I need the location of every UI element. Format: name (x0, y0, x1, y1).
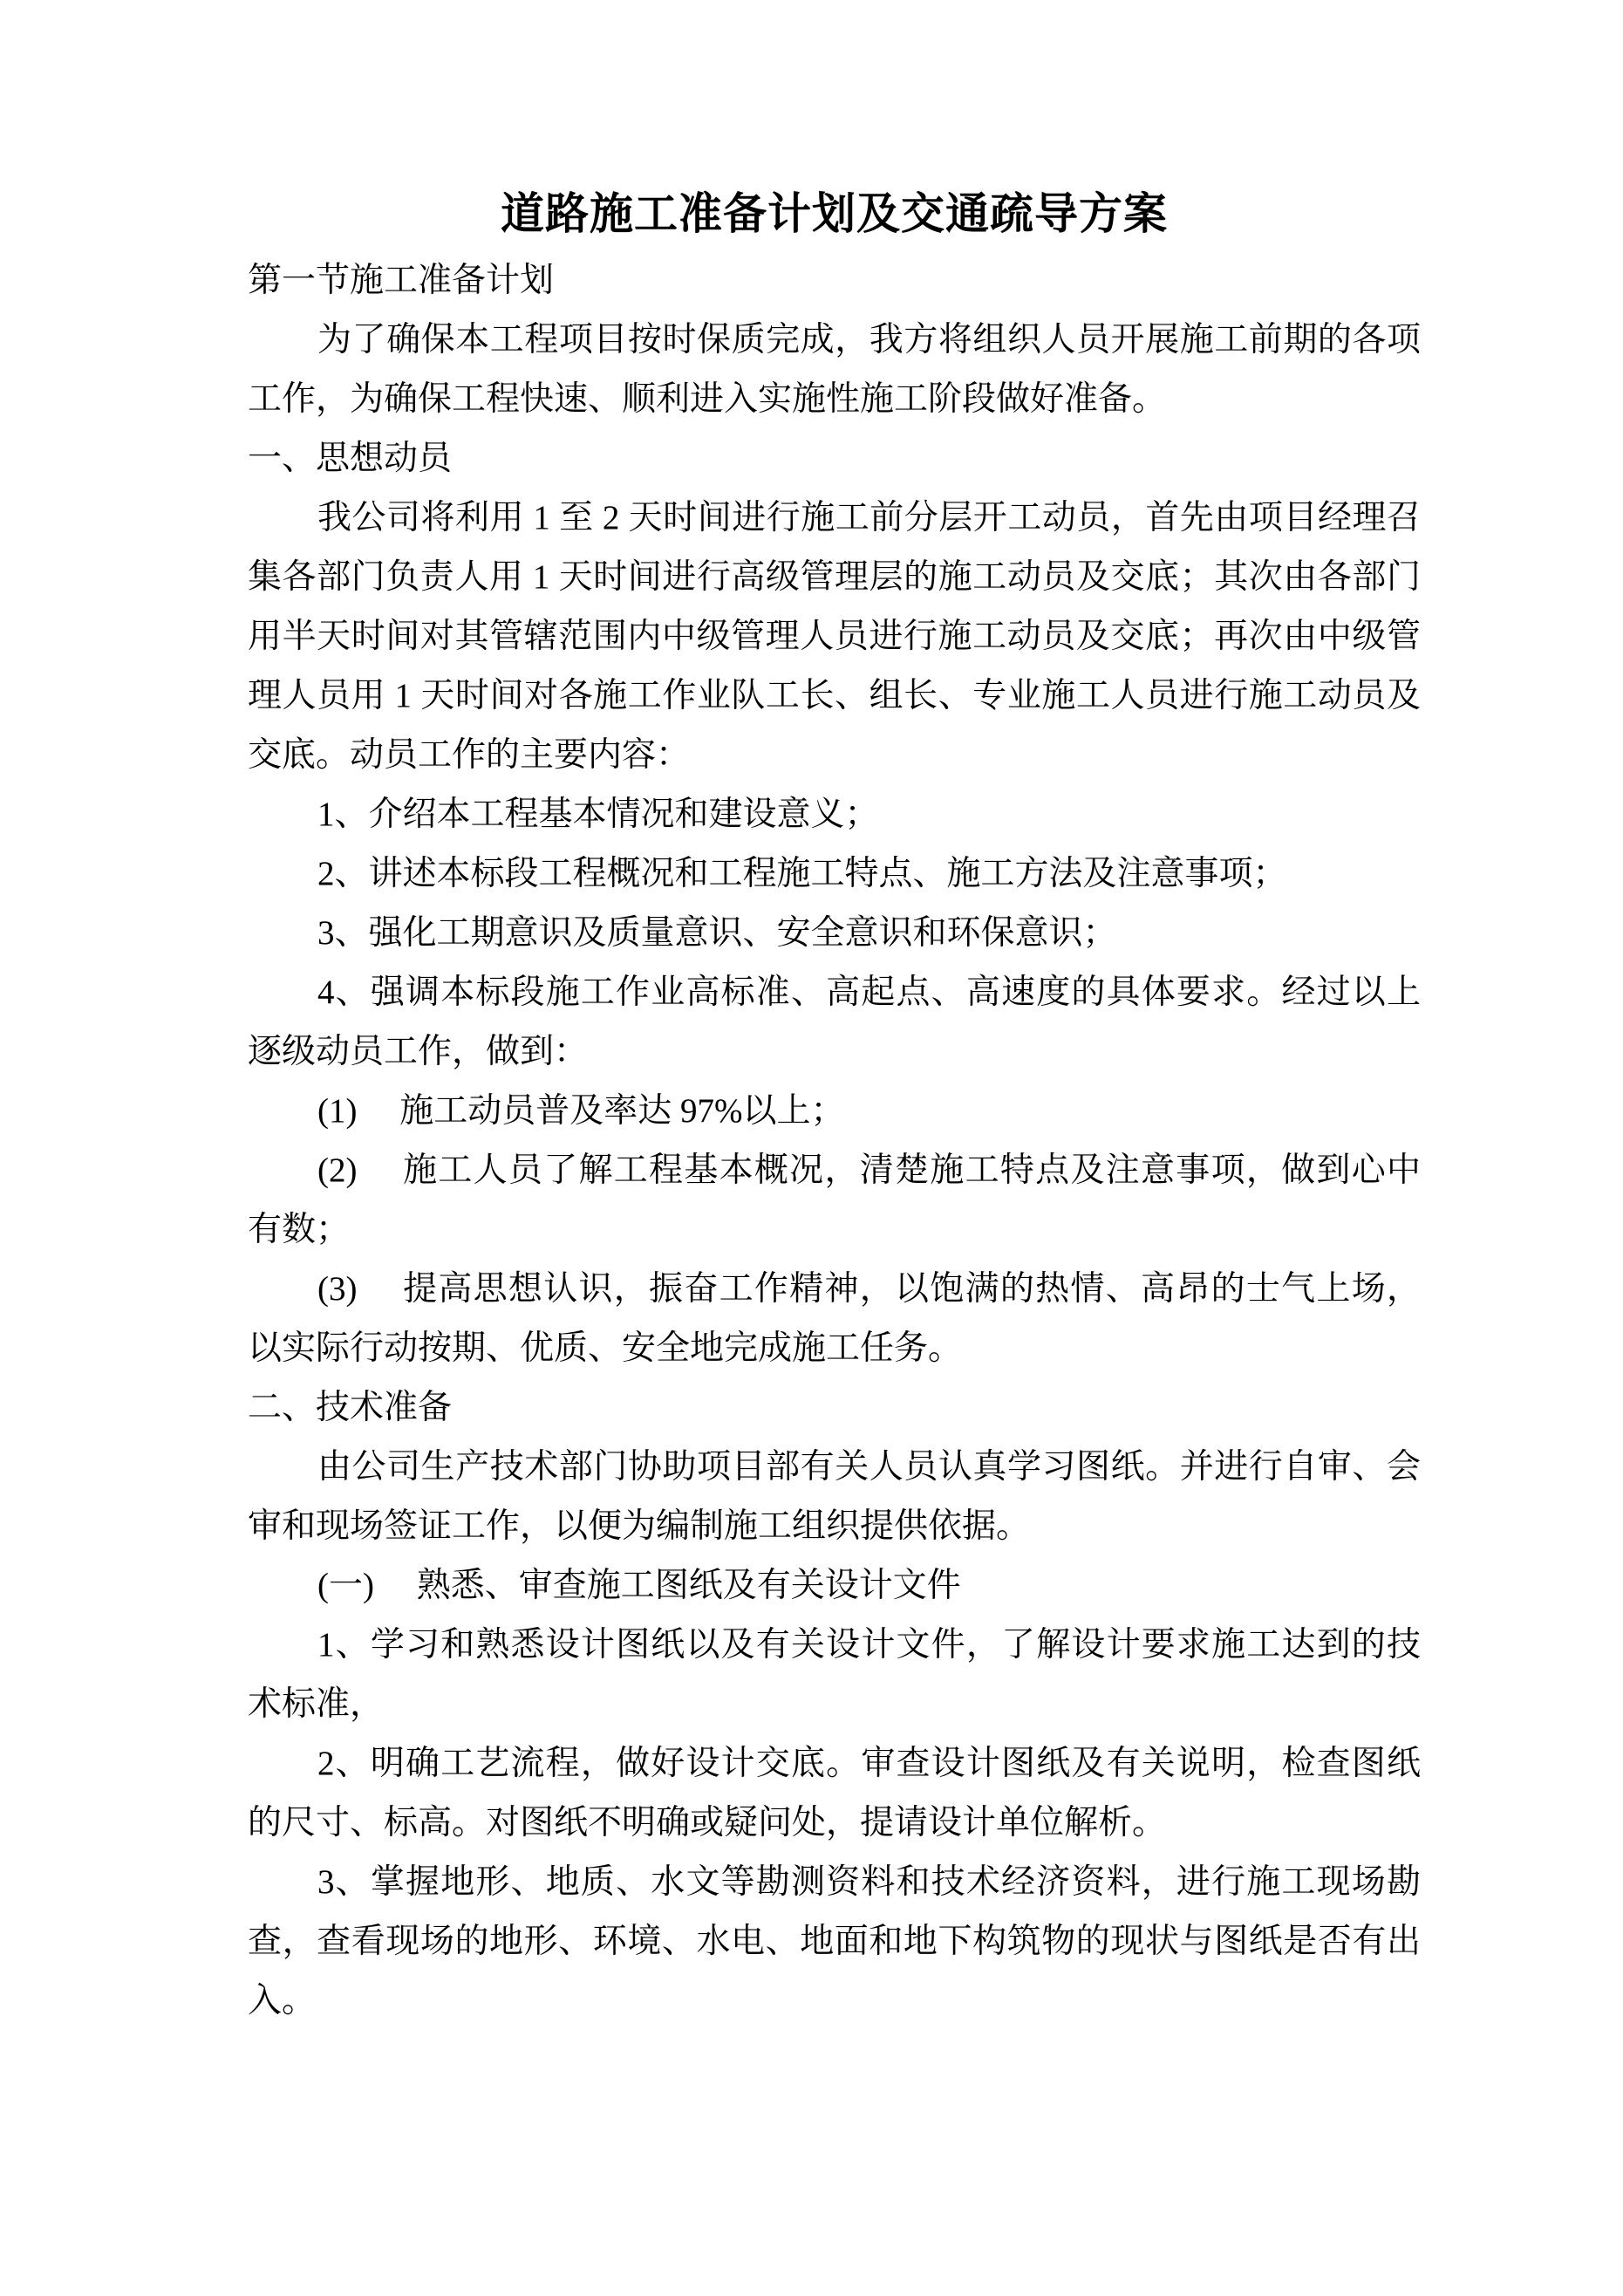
text-line: 有数； (248, 1211, 351, 1248)
text-line: 交底。动员工作的主要内容： (248, 736, 691, 774)
text-line: 的尺寸、标高。对图纸不明确或疑问处，提请设计单位解析。 (248, 1804, 1167, 1842)
text-line: (1) 施工动员普及率达 97%以上； (317, 1092, 845, 1130)
text-line: 1、介绍本工程基本情况和建设意义； (317, 796, 879, 833)
text-line: (2) 施工人员了解工程基本概况，清楚施工特点及注意事项，做到心中 (317, 1151, 1421, 1189)
text-line: (3) 提高思想认识，振奋工作精神，以饱满的热情、高昂的士气上场， (317, 1270, 1421, 1308)
text-line: 3、强化工期意识及质量意识、安全意识和环保意识； (317, 914, 1117, 952)
text-line: 入。 (248, 1982, 317, 2019)
text-line: 审和现场签证工作，以便为编制施工组织提供依据。 (248, 1507, 1031, 1545)
text-line: 以实际行动按期、优质、安全地完成施工任务。 (248, 1329, 963, 1367)
text-line: 第一节施工准备计划 (248, 262, 555, 299)
text-line: (一) 熟悉、审查施工图纸及有关设计文件 (317, 1567, 961, 1604)
text-line: 4、强调本标段施工作业高标准、高起点、高速度的具体要求。经过以上 (317, 974, 1421, 1011)
text-line: 1、学习和熟悉设计图纸以及有关设计文件，了解设计要求施工达到的技 (317, 1626, 1421, 1664)
text-line: 术标准， (248, 1685, 385, 1723)
text-line: 一、思想动员 (248, 440, 453, 477)
text-line: 逐级动员工作，做到： (248, 1033, 589, 1070)
text-line: 二、技术准备 (248, 1389, 453, 1426)
text-line: 由公司生产技术部门协助项目部有关人员认真学习图纸。并进行自审、会 (317, 1448, 1421, 1486)
document-content (248, 181, 1421, 2031)
text-line: 3、掌握地形、地质、水文等勘测资料和技术经济资料，进行施工现场勘 (317, 1863, 1421, 1901)
text-line: 集各部门负责人用 1 天时间进行高级管理层的施工动员及交底；其次由各部门 (248, 558, 1421, 596)
text-line: 工作，为确保工程快速、顺利进入实施性施工阶段做好准备。 (248, 380, 1167, 418)
text-line: 理人员用 1 天时间对各施工作业队工长、组长、专业施工人员进行施工动员及 (248, 677, 1421, 714)
text-line: 我公司将利用 1 至 2 天时间进行施工前分层开工动员，首先由项目经理召 (317, 499, 1421, 536)
text-line: 2、明确工艺流程，做好设计交底。审查设计图纸及有关说明，检查图纸 (317, 1745, 1421, 1782)
document-body (248, 251, 1421, 2031)
document-title: 道路施工准备计划及交通疏导方案 (501, 189, 1168, 238)
text-line: 2、讲述本标段工程概况和工程施工特点、施工方法及注意事项； (317, 855, 1287, 892)
text-line: 查，查看现场的地形、环境、水电、地面和地下构筑物的现状与图纸是否有出 (248, 1923, 1421, 1960)
text-line: 为了确保本工程项目按时保质完成，我方将组织人员开展施工前期的各项 (317, 321, 1421, 359)
text-line: 用半天时间对其管辖范围内中级管理人员进行施工动员及交底；再次由中级管 (248, 618, 1421, 655)
